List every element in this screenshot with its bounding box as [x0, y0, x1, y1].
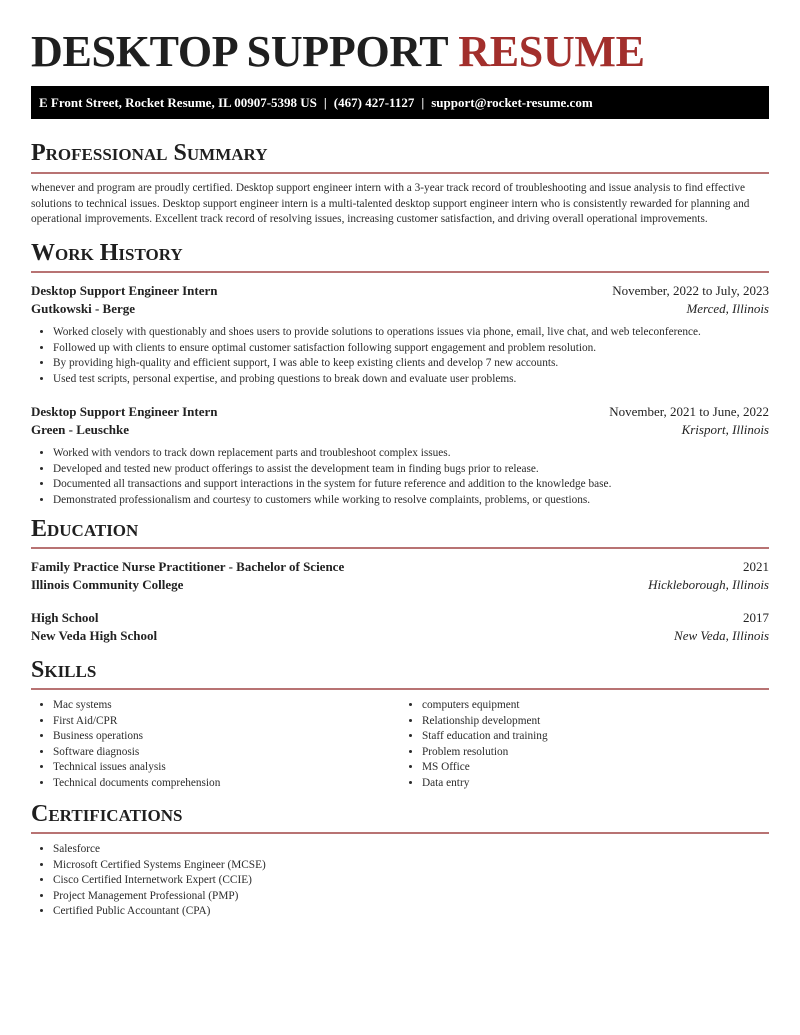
title-accent: RESUME	[458, 27, 645, 76]
list-item: • Microsoft Certified Systems Engineer (MCSE)	[53, 858, 769, 874]
section-divider	[31, 172, 769, 174]
certifications-list	[31, 842, 769, 920]
education-entry	[31, 558, 769, 594]
list-item: • Staff education and training	[422, 729, 769, 745]
job-dates: November, 2021 to June, 2022	[609, 404, 769, 419]
list-item: • Project Management Professional (PMP)	[53, 889, 769, 905]
contact-bar	[31, 86, 769, 119]
section-heading: Certifications	[31, 801, 183, 827]
contact-separator: |	[421, 95, 425, 110]
list-item: • Data entry	[422, 776, 769, 792]
list-item: • Used test scripts, personal expertise, and probing questions to break down and evaluate user problems.	[53, 372, 769, 388]
list-item: • Mac systems	[53, 698, 400, 714]
year: 2017	[743, 610, 769, 625]
school-location: Hickleborough, Illinois	[648, 577, 769, 592]
list-item: • Followed up with clients to ensure optimal customer satisfaction following support engagement and problem resolution.	[53, 341, 769, 357]
section-heading: Professional Summary	[31, 140, 268, 166]
summary-text: whenever and program are proudly certified. Desktop support engineer intern with a 3-year track record of troubleshooting and issue analysis to find effective solutions to technical issues. Desktop support engineer intern is a multi-talented desktop support engineer intern who is consistently rewarded for planning and operational improvements. Excellent track record of resolving issues, increasing customer satisfaction, and driving overall operational improvements.	[31, 182, 750, 225]
job-title: Desktop Support Engineer Intern	[31, 283, 218, 298]
summary-section	[31, 138, 769, 228]
list-item: • MS Office	[422, 760, 769, 776]
title-main: DESKTOP SUPPORT	[31, 27, 448, 76]
list-item: • Demonstrated professionalism and courtesy to customers while working to resolve complaints, problems, or questions.	[53, 493, 769, 509]
skills-section	[31, 655, 769, 791]
contact-address: E Front Street, Rocket Resume, IL 00907-5398 US	[39, 95, 317, 110]
list-item: • Salesforce	[53, 842, 769, 858]
skills-list-left	[31, 698, 400, 791]
degree: Family Practice Nurse Practitioner - Bachelor of Science	[31, 559, 345, 574]
education-entry	[31, 609, 769, 645]
school: New Veda High School	[31, 628, 158, 643]
degree: High School	[31, 610, 99, 625]
list-item: • Software diagnosis	[53, 745, 400, 761]
list-item: • Developed and tested new product offerings to assist the development team in finding bugs prior to release.	[53, 462, 769, 478]
school: Illinois Community College	[31, 577, 184, 592]
list-item: • Certified Public Accountant (CPA)	[53, 904, 769, 920]
list-item: • Worked with vendors to track down replacement parts and troubleshoot complex issues.	[53, 446, 769, 462]
resume-title	[31, 26, 645, 77]
job-location: Merced, Illinois	[686, 301, 769, 316]
education-section	[31, 514, 769, 645]
list-item: • computers equipment	[422, 698, 769, 714]
section-divider	[31, 688, 769, 690]
job-entry	[31, 282, 769, 387]
list-item: • Technical documents comprehension	[53, 776, 400, 792]
job-title: Desktop Support Engineer Intern	[31, 404, 218, 419]
job-location: Krisport, Illinois	[681, 422, 769, 437]
section-divider	[31, 832, 769, 834]
skills-list-right	[400, 698, 769, 791]
section-divider	[31, 271, 769, 273]
job-company: Gutkowski - Berge	[31, 301, 135, 316]
section-heading: Education	[31, 516, 139, 542]
year: 2021	[743, 559, 769, 574]
list-item: • Problem resolution	[422, 745, 769, 761]
list-item: • Documented all transactions and support interactions in the system for future reference and addition to the knowledge base.	[53, 477, 769, 493]
job-dates: November, 2022 to July, 2023	[612, 283, 769, 298]
list-item: • Worked closely with questionably and shoes users to provide solutions to operations issues via phone, email, live chat, and web teleconference.	[53, 325, 769, 341]
list-item: • By providing high-quality and efficient support, I was able to keep existing clients and develop 7 new accounts.	[53, 356, 769, 372]
list-item: • Business operations	[53, 729, 400, 745]
job-entry	[31, 403, 769, 508]
section-heading: Work History	[31, 240, 183, 266]
contact-email[interactable]: support@rocket-resume.com	[431, 95, 593, 110]
list-item: • First Aid/CPR	[53, 714, 400, 730]
contact-separator: |	[323, 95, 327, 110]
work-history-section	[31, 238, 769, 508]
school-location: New Veda, Illinois	[674, 628, 769, 643]
list-item: • Cisco Certified Internetwork Expert (CCIE)	[53, 873, 769, 889]
job-company: Green - Leuschke	[31, 422, 129, 437]
section-heading: Skills	[31, 657, 97, 683]
list-item: • Relationship development	[422, 714, 769, 730]
job-bullets	[31, 446, 769, 508]
list-item: • Technical issues analysis	[53, 760, 400, 776]
section-divider	[31, 547, 769, 549]
job-bullets	[31, 325, 769, 387]
contact-phone: (467) 427-1127	[333, 95, 415, 110]
certifications-section	[31, 799, 769, 920]
